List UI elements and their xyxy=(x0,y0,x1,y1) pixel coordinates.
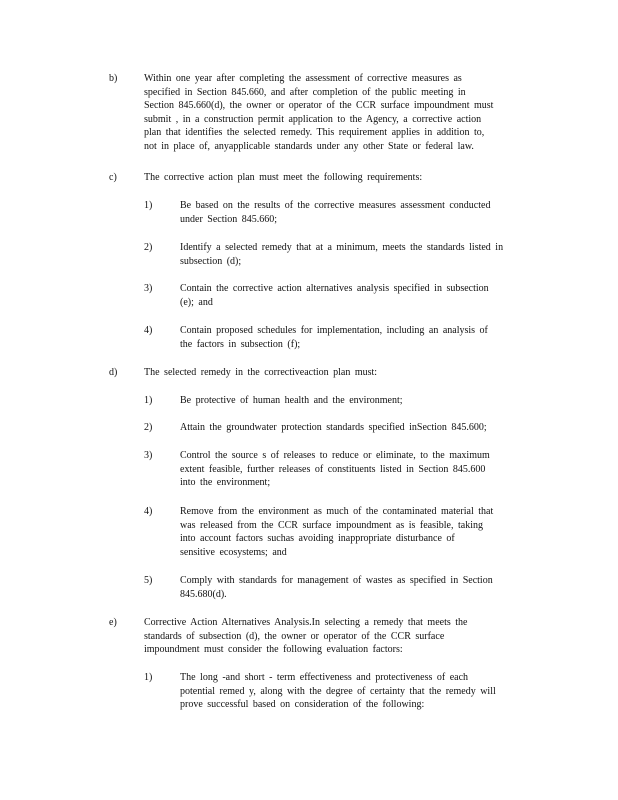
item-label-d: d) xyxy=(109,367,118,378)
text-line: submit , in a construction permit application to the Agency, a corrective action xyxy=(144,113,482,125)
text-line: sensitive ecosystems; and xyxy=(180,546,287,558)
text-line: the factors in subsection (f); xyxy=(180,338,301,350)
item-label-e: e) xyxy=(109,617,117,628)
paragraph-c xyxy=(144,171,422,185)
paragraph-c1 xyxy=(180,199,490,226)
text-line: plan that identifies the selected remedy. This requirement applies in addition to, xyxy=(144,127,485,139)
paragraph-c3 xyxy=(180,282,489,309)
text-line: Identify a selected remedy that at a minimum, meets the standards listed in xyxy=(180,242,504,253)
paragraph-b xyxy=(144,72,493,154)
text-line: The selected remedy in the correctiveaction plan must: xyxy=(144,367,378,378)
paragraph-e xyxy=(144,616,467,657)
item-label-c: c) xyxy=(109,172,117,183)
text-line: (e); and xyxy=(180,296,213,308)
text-line: Control the source s of releases to reduce or eliminate, to the maximum xyxy=(180,450,490,461)
text-line: Remove from the environment as much of the contaminated material that xyxy=(180,506,494,517)
text-line: potential remed y, along with the degree of certainty that the remedy will xyxy=(180,685,496,697)
subitem-label-d1: 1) xyxy=(144,395,153,406)
subitem-label-d4: 4) xyxy=(144,506,153,517)
text-line: Corrective Action Alternatives Analysis.In selecting a remedy that meets the xyxy=(144,617,468,628)
text-line: Section 845.660(d), the owner or operator of the CCR surface impoundment must xyxy=(144,100,494,112)
text-line: Attain the groundwater protection standards specified inSection 845.600; xyxy=(180,422,487,433)
text-line: specified in Section 845.660, and after completion of the public meeting in xyxy=(144,86,466,98)
text-line: prove successful based on consideration of the following: xyxy=(180,699,425,711)
paragraph-d5 xyxy=(180,574,493,601)
text-line: subsection (d); xyxy=(180,255,242,267)
paragraph-d1 xyxy=(180,394,403,408)
subitem-label-c2: 2) xyxy=(144,242,153,253)
text-line: impoundment must consider the following evaluation factors: xyxy=(144,644,403,656)
text-line: Contain proposed schedules for implementation, including an analysis of xyxy=(180,325,488,336)
item-label-b: b) xyxy=(109,73,118,84)
text-line: into the environment; xyxy=(180,477,271,489)
paragraph-d xyxy=(144,366,377,380)
paragraph-e1 xyxy=(180,671,496,712)
subitem-label-c4: 4) xyxy=(144,325,153,336)
text-line: standards of subsection (d), the owner or operator of the CCR surface xyxy=(144,630,445,642)
text-line: into account factors suchas avoiding inappropriate disturbance of xyxy=(180,533,455,545)
subitem-label-c3: 3) xyxy=(144,283,153,294)
subitem-label-e1: 1) xyxy=(144,672,153,683)
subitem-label-d3: 3) xyxy=(144,450,153,461)
paragraph-d3 xyxy=(180,449,490,490)
text-line: extent feasible, further releases of constituents listed in Section 845.600 xyxy=(180,463,486,475)
paragraph-d4 xyxy=(180,505,493,559)
text-line: The long -and short - term effectiveness and protectiveness of each xyxy=(180,672,469,683)
text-line: Within one year after completing the assessment of corrective measures as xyxy=(144,73,462,84)
subitem-label-d2: 2) xyxy=(144,422,153,433)
text-line: 845.680(d). xyxy=(180,588,227,600)
text-line: Be protective of human health and the environment; xyxy=(180,395,403,406)
text-line: was released from the CCR surface impoundment as is feasible, taking xyxy=(180,519,483,531)
text-line: Contain the corrective action alternatives analysis specified in subsection xyxy=(180,283,489,294)
paragraph-d2 xyxy=(180,421,487,435)
subitem-label-d5: 5) xyxy=(144,575,153,586)
paragraph-c4 xyxy=(180,324,488,351)
text-line: under Section 845.660; xyxy=(180,213,278,225)
paragraph-c2 xyxy=(180,241,503,268)
subitem-label-c1: 1) xyxy=(144,200,153,211)
text-line: not in place of, anyapplicable standards under any other State or federal law. xyxy=(144,140,474,152)
text-line: The corrective action plan must meet the following requirements: xyxy=(144,172,423,183)
text-line: Be based on the results of the corrective measures assessment conducted xyxy=(180,200,491,211)
text-line: Comply with standards for management of wastes as specified in Section xyxy=(180,575,493,586)
